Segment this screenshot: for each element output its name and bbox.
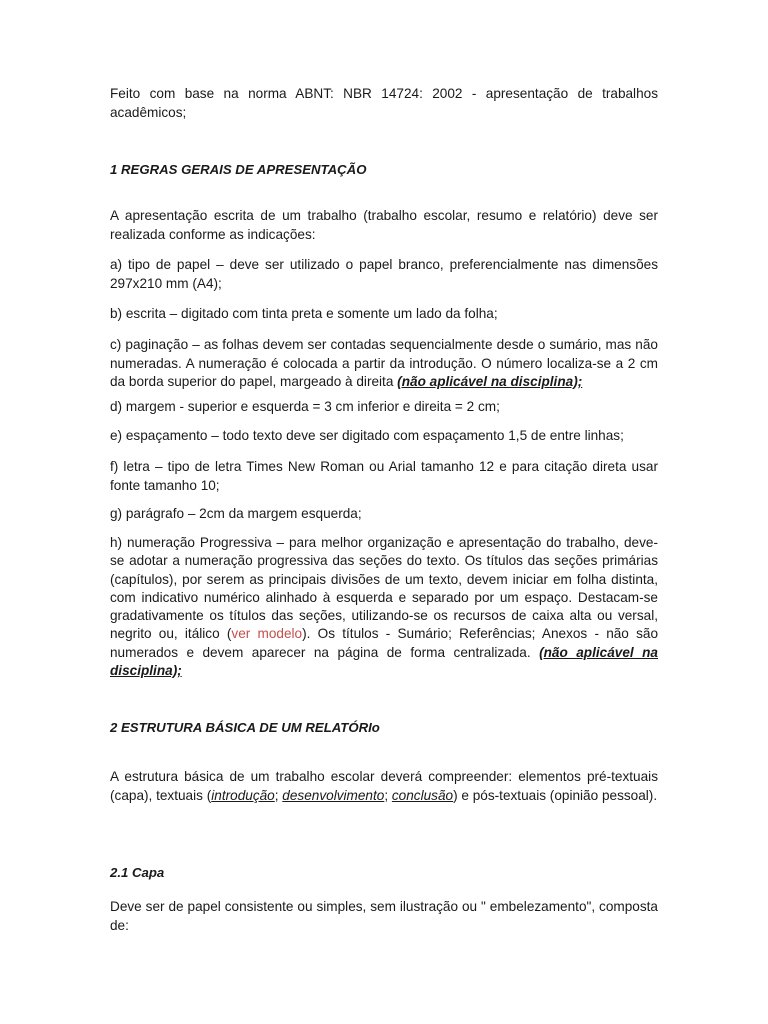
item-e: e) espaçamento – todo texto deve ser digitado com espaçamento 1,5 de entre linhas; bbox=[110, 428, 624, 443]
section2-heading: 2 ESTRUTURA BÁSICA DE UM RELATÓRIo bbox=[110, 720, 380, 735]
section2-text-2: ) e pós-textuais (opinião pessoal). bbox=[453, 787, 658, 803]
ver-modelo-link[interactable]: ver modelo bbox=[231, 626, 303, 642]
item-f: f) letra – tipo de letra Times New Roman ou Arial tamanho 12 e para citação direta usar fonte tamanho 10; bbox=[110, 459, 658, 493]
item-b: b) escrita – digitado com tinta preta e somente um lado da folha; bbox=[110, 306, 498, 321]
separator: ; bbox=[384, 787, 392, 803]
item-g: g) parágrafo – 2cm da margem esquerda; bbox=[110, 506, 362, 521]
item-d: d) margem - superior e esquerda = 3 cm inferior e direita = 2 cm; bbox=[110, 399, 500, 414]
separator: ; bbox=[274, 787, 283, 803]
item-h-note: (não aplicável na disciplina); bbox=[110, 644, 658, 679]
section21-paragraph: Deve ser de papel consistente ou simples, sem ilustração ou " embelezamento", composta de: bbox=[110, 899, 658, 933]
intro-paragraph bbox=[110, 85, 658, 122]
item-c-text: c) paginação – as folhas devem ser contadas sequencialmente desde o sumário, mas não numeradas. A numeração é colocada a partir da introdução. O número localiza-se a 2 cm da borda superior do papel, margeado à direita bbox=[110, 337, 658, 390]
section2-text: A estrutura básica de um trabalho escolar deverá compreender: elementos pré-textuais (capa), textuais ( bbox=[110, 769, 658, 803]
section2-paragraph bbox=[110, 768, 658, 805]
desenvolvimento-link[interactable]: desenvolvimento bbox=[282, 787, 385, 803]
item-c bbox=[110, 336, 658, 392]
item-h-text-2: ). Os títulos - Sumário; Referências; Anexos - não são numerados e devem aparecer na página de forma centralizada. bbox=[110, 626, 659, 660]
item-h bbox=[110, 534, 658, 680]
section1-heading: 1 REGRAS GERAIS DE APRESENTAÇÃO bbox=[110, 162, 367, 177]
item-c-note: (não aplicável na disciplina); bbox=[397, 374, 583, 390]
section21-heading: 2.1 Capa bbox=[110, 865, 165, 880]
intro-text: Feito com base na norma ABNT: NBR 14724: 2002 - apresentação de trabalhos acadêmicos; bbox=[110, 86, 658, 120]
item-a: a) tipo de papel – deve ser utilizado o papel branco, preferencialmente nas dimensões 297x210 mm (A4); bbox=[110, 257, 658, 291]
introducao-link[interactable]: introdução bbox=[211, 787, 275, 803]
conclusao-link[interactable]: conclusão bbox=[391, 787, 454, 803]
section1-lead: A apresentação escrita de um trabalho (trabalho escolar, resumo e relatório) deve ser realizada conforme as indicações: bbox=[110, 208, 658, 242]
item-h-text: h) numeração Progressiva – para melhor organização e apresentação do trabalho, deve-se adotar a numeração progressiva das seções do texto. Os títulos das seções primárias (capítulos), por serem as principais divisões de um texto, devem iniciar em folha distinta, com indicativo numérico alinhado à esquerda e separado por um espaço. Destacam-se gradativamente os títulos das seções, utilizando-se os recursos de caixa alta ou versal, negrito ou, itálico ( bbox=[110, 535, 658, 642]
